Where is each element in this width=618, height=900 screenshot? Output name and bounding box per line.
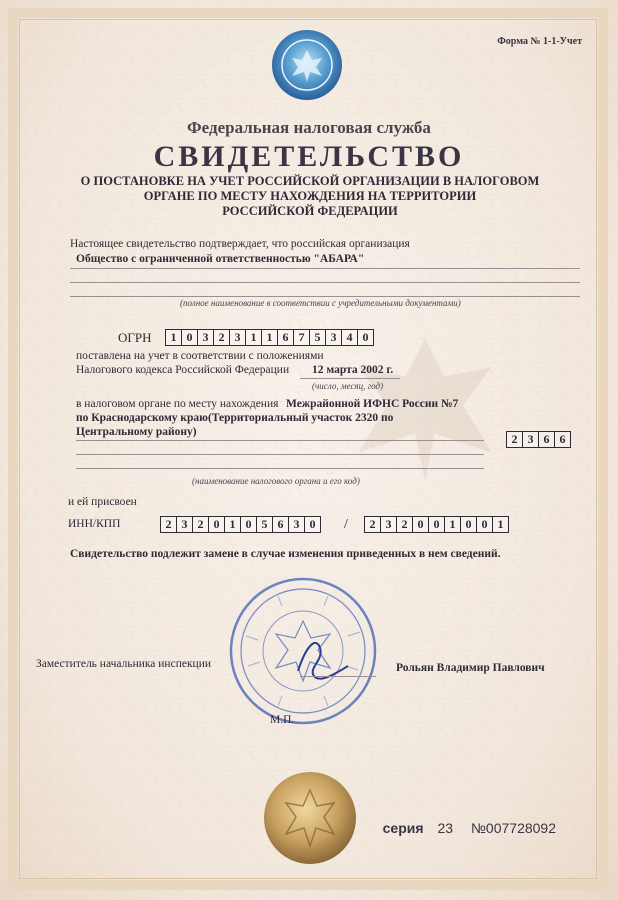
digit-box: 0 — [412, 516, 429, 533]
digit-box: 3 — [380, 516, 397, 533]
gold-seal-icon — [262, 770, 358, 866]
registered-line-2: Налогового кодекса Российской Федерации — [76, 364, 290, 376]
tax-office-line: Центральному району) — [76, 426, 197, 438]
digit-box: 5 — [256, 516, 273, 533]
digit-box: 2 — [192, 516, 209, 533]
ogrn-boxes — [165, 329, 373, 346]
digit-box: 3 — [197, 329, 214, 346]
mp-label: М.П. — [270, 714, 295, 726]
digit-box: 0 — [208, 516, 225, 533]
organization-name: Общество с ограниченной ответственностью "АБАРА" — [76, 253, 365, 265]
digit-box: 6 — [272, 516, 289, 533]
digit-box: 3 — [176, 516, 193, 533]
digit-box: 0 — [240, 516, 257, 533]
digit-box: 0 — [428, 516, 445, 533]
tax-office-code-boxes — [506, 431, 570, 448]
series-block — [383, 820, 556, 836]
org-name-caption: (полное наименование в соответствии с учредительными документами) — [180, 298, 461, 308]
ogrn-label: ОГРН — [118, 330, 152, 345]
digit-box: 2 — [506, 431, 523, 448]
digit-box: 1 — [444, 516, 461, 533]
form-number: Форма № 1-1-Учет — [497, 36, 582, 47]
document-number: №007728092 — [470, 820, 556, 836]
digit-box: 2 — [160, 516, 177, 533]
digit-box: 0 — [476, 516, 493, 533]
digit-box: 1 — [165, 329, 182, 346]
inn-kpp-label: ИНН/КПП — [68, 518, 121, 530]
digit-box: 3 — [229, 329, 246, 346]
digit-box: 2 — [364, 516, 381, 533]
digit-box: 0 — [460, 516, 477, 533]
digit-box: 0 — [181, 329, 198, 346]
inn-boxes — [160, 516, 320, 533]
subtitle-line: О ПОСТАНОВКЕ НА УЧЕТ РОССИЙСКОЙ ОРГАНИЗАЦИИ В НАЛОГОВОМ — [80, 174, 540, 188]
digit-box: 6 — [554, 431, 571, 448]
digit-box: 6 — [277, 329, 294, 346]
series-number: 23 — [437, 820, 454, 836]
registration-date: 12 марта 2002 г. — [312, 364, 394, 376]
replacement-notice: Свидетельство подлежит замене в случае изменения приведенных в нем сведений. — [70, 548, 501, 560]
kpp-boxes — [364, 516, 508, 533]
digit-box: 5 — [309, 329, 326, 346]
signatory-title: Заместитель начальника инспекции — [36, 658, 211, 670]
tax-office-intro: в налоговом органе по месту нахождения — [76, 398, 279, 410]
digit-box: 3 — [288, 516, 305, 533]
assigned-label: и ей присвоен — [68, 496, 137, 508]
kpp-separator: / — [344, 517, 348, 532]
service-name: Федеральная налоговая служба — [187, 118, 431, 137]
digit-box: 2 — [213, 329, 230, 346]
digit-box: 1 — [224, 516, 241, 533]
official-stamp-icon — [228, 576, 378, 726]
subtitle-line: ОРГАНЕ ПО МЕСТУ НАХОЖДЕНИЯ НА ТЕРРИТОРИИ — [143, 189, 477, 203]
digit-box: 0 — [304, 516, 321, 533]
tax-office-caption: (наименование налогового органа и его код) — [192, 476, 360, 486]
hologram-emblem-icon — [270, 28, 344, 102]
digit-box: 1 — [492, 516, 509, 533]
digit-box: 0 — [357, 329, 374, 346]
digit-box: 3 — [522, 431, 539, 448]
digit-box: 3 — [325, 329, 342, 346]
digit-box: 7 — [293, 329, 310, 346]
tax-office-line: Межрайонной ИФНС России №7 — [286, 398, 459, 410]
digit-box: 6 — [538, 431, 555, 448]
tax-office-line: по Краснодарскому краю(Территориальный участок 2320 по — [76, 412, 394, 424]
registered-line-1: поставлена на учет в соответствии с положениями — [76, 350, 324, 362]
certificate-subtitle — [70, 174, 550, 219]
digit-box: 4 — [341, 329, 358, 346]
digit-box: 1 — [245, 329, 262, 346]
digit-box: 1 — [261, 329, 278, 346]
certificate-title: СВИДЕТЕЛЬСТВО — [153, 140, 465, 173]
series-label: серия — [382, 820, 424, 836]
digit-box: 2 — [396, 516, 413, 533]
intro-text: Настоящее свидетельство подтверждает, что российская организация — [70, 238, 410, 250]
date-caption: (число, месяц, год) — [312, 381, 384, 391]
subtitle-line: РОССИЙСКОЙ ФЕДЕРАЦИИ — [222, 204, 398, 218]
signatory-name: Рольян Владимир Павлович — [396, 662, 545, 674]
